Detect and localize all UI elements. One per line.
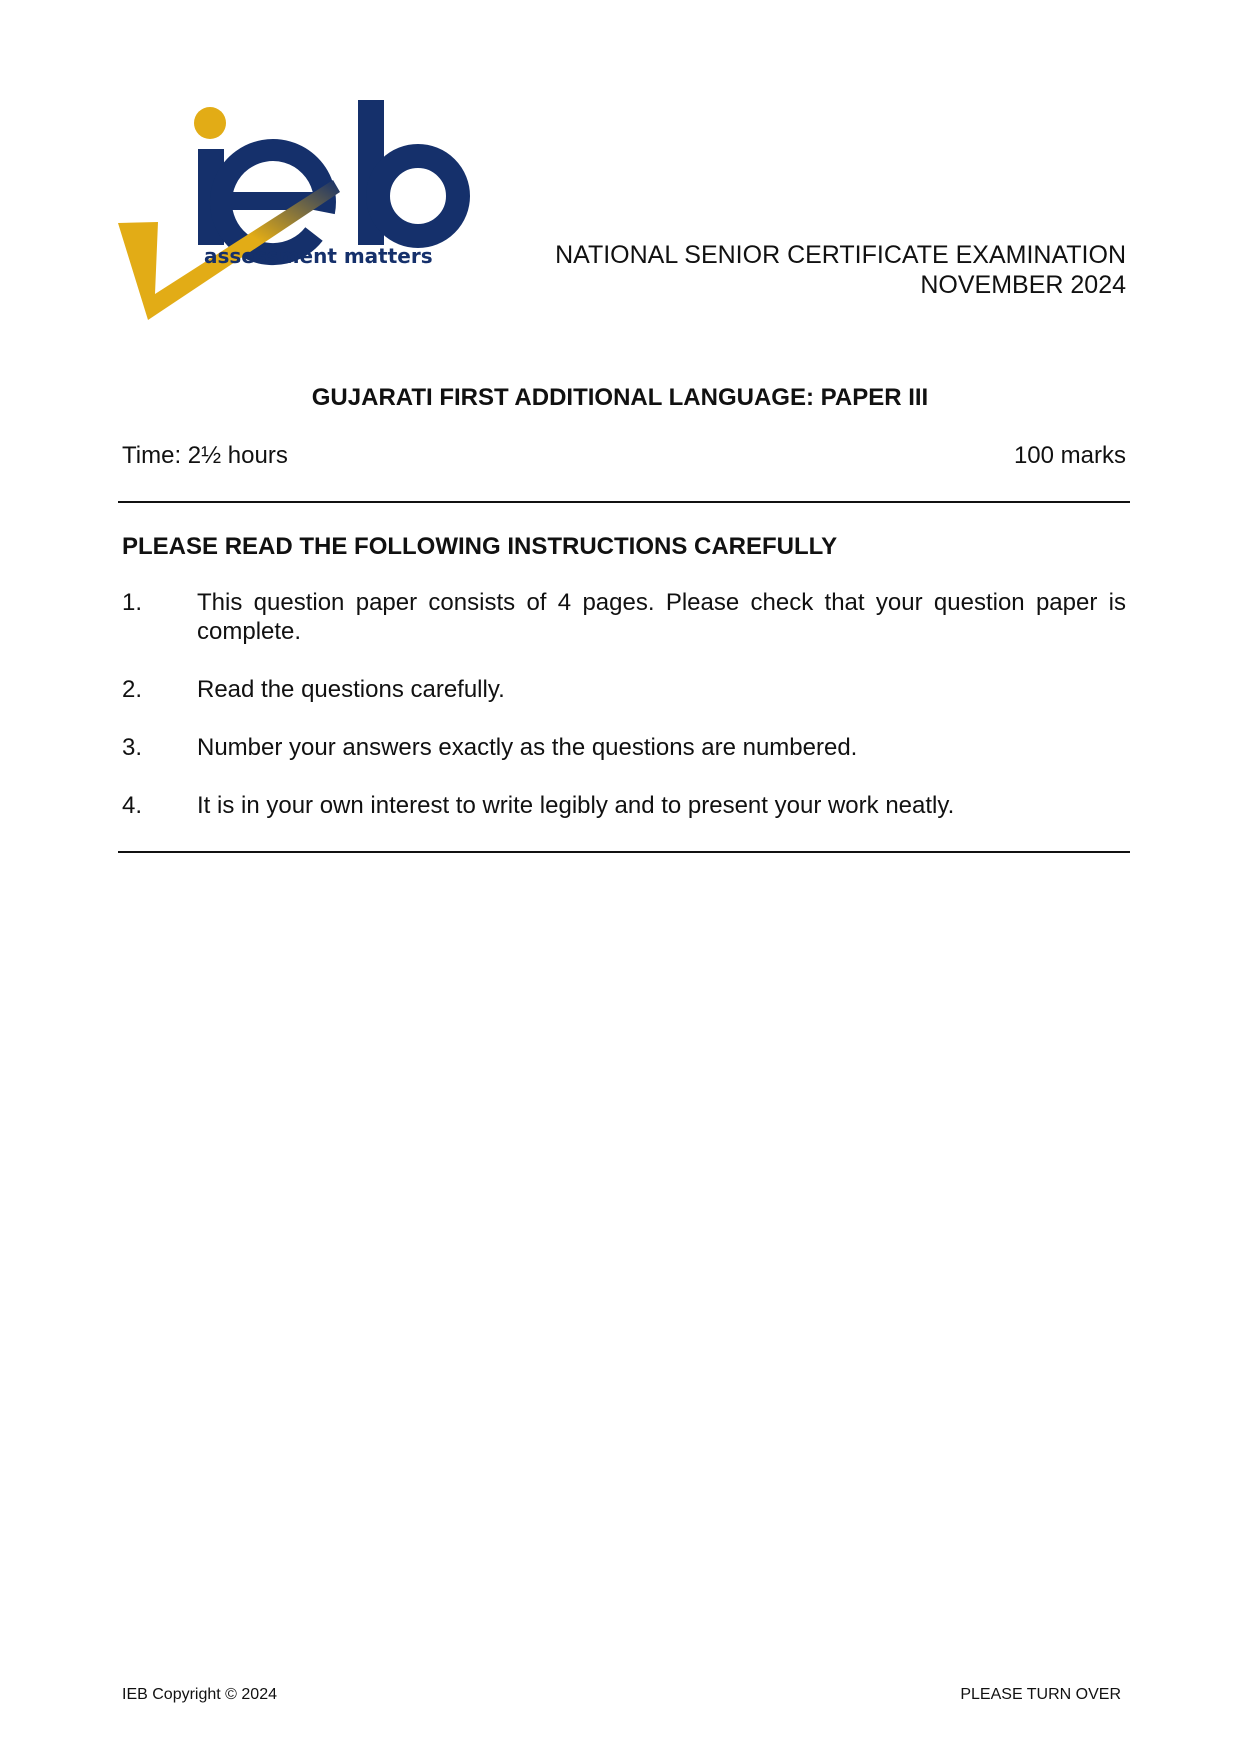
instruction-number: 3. bbox=[122, 734, 143, 761]
total-marks: 100 marks bbox=[1013, 442, 1126, 469]
instruction-item bbox=[122, 675, 1126, 704]
instructions-heading: PLEASE READ THE FOLLOWING INSTRUCTIONS CAREFULLY bbox=[122, 533, 838, 560]
paper-title: GUJARATI FIRST ADDITIONAL LANGUAGE: PAPER III bbox=[311, 384, 929, 411]
instruction-item bbox=[122, 733, 1126, 762]
ieb-logo-graphic bbox=[118, 92, 478, 332]
exam-header-date: NOVEMBER 2024 bbox=[920, 271, 1126, 299]
instruction-item bbox=[122, 791, 1126, 820]
instruction-number: 4. bbox=[122, 792, 143, 819]
instructions-list bbox=[122, 588, 1126, 849]
exam-time: Time: 2½ hours bbox=[122, 442, 288, 469]
instruction-text: Read the questions carefully. bbox=[197, 676, 505, 703]
divider-bottom bbox=[118, 851, 1130, 853]
instruction-number: 1. bbox=[122, 589, 143, 616]
footer-turn-over: PLEASE TURN OVER bbox=[960, 1686, 1121, 1703]
instruction-text: Number your answers exactly as the questions are numbered. bbox=[197, 734, 858, 761]
instruction-text: It is in your own interest to write legibly and to present your work neatly. bbox=[197, 792, 955, 819]
svg-text:assessment matters: assessment matters bbox=[204, 244, 433, 268]
instruction-item bbox=[122, 588, 1126, 646]
exam-header bbox=[555, 240, 1126, 300]
footer-copyright: IEB Copyright © 2024 bbox=[122, 1686, 277, 1703]
instruction-number: 2. bbox=[122, 676, 143, 703]
divider-top bbox=[118, 501, 1130, 503]
instruction-text: This question paper consists of 4 pages. Please check that your question paper is complete. bbox=[197, 589, 1126, 645]
exam-header-title: NATIONAL SENIOR CERTIFICATE EXAMINATION bbox=[555, 241, 1126, 269]
ieb-logo bbox=[118, 92, 478, 332]
